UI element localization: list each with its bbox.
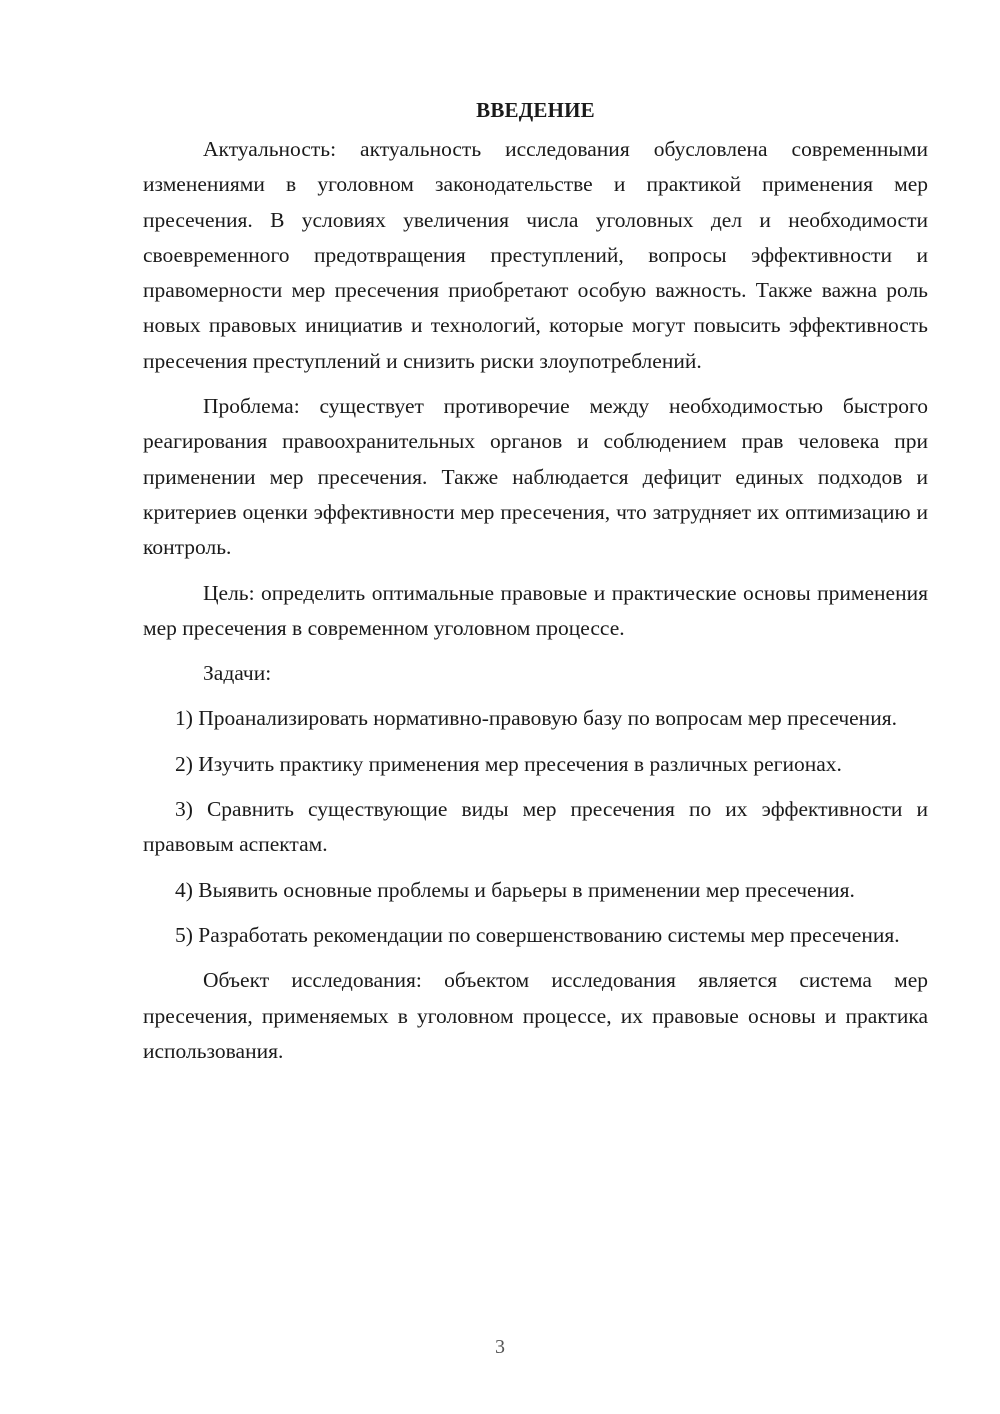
page-number: 3 — [495, 1336, 505, 1358]
relevance-paragraph: Актуальность: актуальность исследования обусловлена современными изменениями в уголовном законодательстве и практикой применения мер пресечения. В условиях увеличения числа уголовных дел и необходимости своевременного предотвращения преступлений, вопросы эффективности и правомерности мер пресечения приобретают особую важность. Также важна роль новых правовых инициатив и технологий, которые могут повысить эффективность пресечения преступлений и снизить риски злоупотреблений. — [143, 137, 928, 373]
problem-paragraph: Проблема: существует противоречие между необходимостью быстрого реагирования правоохранительных органов и соблюдением прав человека при применении мер пресечения. Также наблюдается дефицит единых подходов и критериев оценки эффективности мер пресечения, что затрудняет их оптимизацию и контроль. — [143, 394, 928, 560]
page-title: ВВЕДЕНИЕ — [476, 98, 595, 122]
task-item-1: 1) Проанализировать нормативно-правовую базу по вопросам мер пресечения. — [175, 706, 897, 731]
task-item-5: 5) Разработать рекомендации по совершенствованию системы мер пресечения. — [175, 922, 900, 947]
task-item-3: 3) Сравнить существующие виды мер пресечения по их эффективности и правовым аспектам. — [143, 797, 928, 857]
object-paragraph: Объект исследования: объектом исследования является система мер пресечения, применяемых в уголовном процессе, их правовые основы и практика использования. — [143, 968, 928, 1063]
tasks-label: Задачи: — [203, 661, 272, 686]
goal-paragraph: Цель: определить оптимальные правовые и практические основы применения мер пресечения в современном уголовном процессе. — [143, 580, 928, 640]
document-page — [143, 94, 928, 1069]
task-item-4: 4) Выявить основные проблемы и барьеры в применении мер пресечения. — [175, 877, 855, 902]
task-item-2: 2) Изучить практику применения мер пресечения в различных регионах. — [175, 751, 842, 776]
